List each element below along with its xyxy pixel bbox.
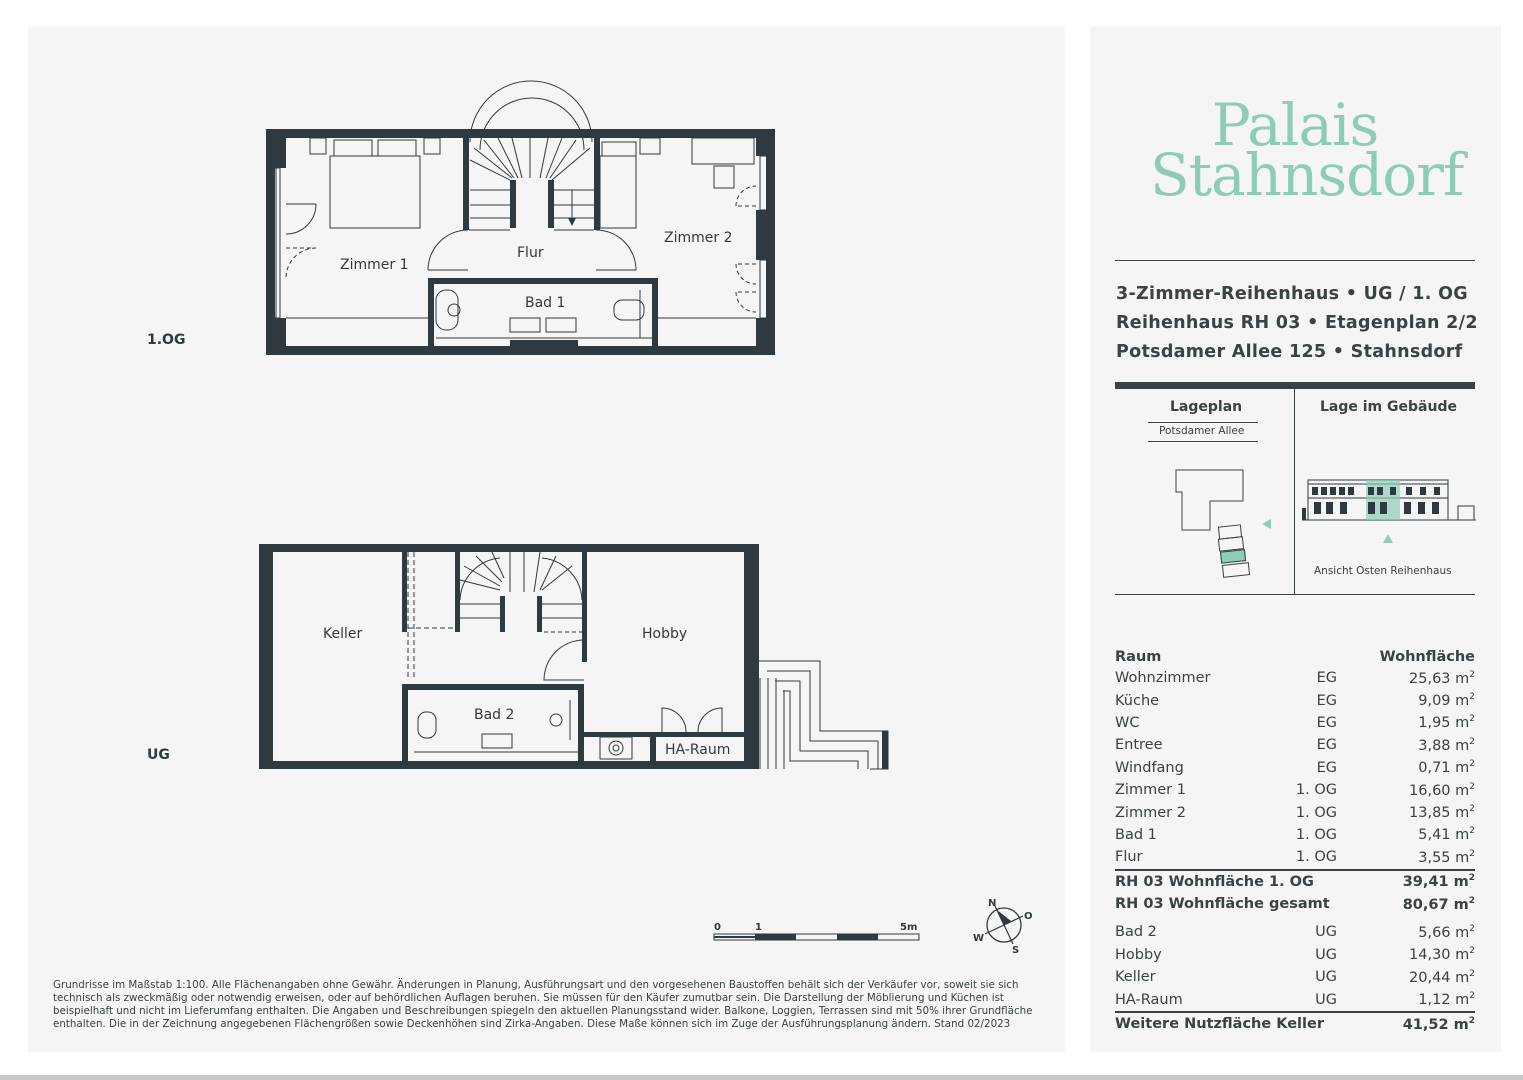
cell-room: Entree xyxy=(1115,737,1163,754)
cell-floor: UG xyxy=(1315,946,1337,963)
cell-room: Flur xyxy=(1115,849,1143,866)
sum-label: Weitere Nutzfläche Keller xyxy=(1115,1012,1365,1035)
table-row: Keller UG 20,44 $m^2$ xyxy=(1115,966,1475,988)
table-row: Bad 2 UG 5,66 $m^2$ xyxy=(1115,915,1475,943)
table-head-room: Raum xyxy=(1115,649,1162,665)
header-line2: Reihenhaus RH 03 • Etagenplan 2/2 xyxy=(1116,313,1478,333)
cell-room: Windfang xyxy=(1115,759,1184,776)
elevation-pointer-icon xyxy=(1383,534,1393,543)
sum-row-nutzflaeche: Weitere Nutzfläche Keller 41,52 $m^2$ xyxy=(1115,1012,1475,1035)
compass-s: S xyxy=(1012,945,1020,956)
logo-line1: Palais xyxy=(1211,91,1379,159)
table-row: WC EG 1,95 $m^2$ xyxy=(1115,712,1475,734)
cell-floor: EG xyxy=(1316,714,1337,731)
lageplan-street: Potsdamer Allee xyxy=(1159,425,1245,437)
header-line1: 3-Zimmer-Reihenhaus • UG / 1. OG xyxy=(1116,284,1468,304)
table-row: Windfang EG 0,71 $m^2$ xyxy=(1115,757,1475,779)
room-label-bad2: Bad 2 xyxy=(474,707,515,723)
compass-o: O xyxy=(1024,911,1033,922)
cell-room: Hobby xyxy=(1115,946,1162,963)
cell-area: 1,95 m xyxy=(1418,715,1470,732)
cell-room: Keller xyxy=(1115,969,1156,986)
table-row: Hobby UG 14,30 $m^2$ xyxy=(1115,944,1475,966)
sum-area: 39,41 m xyxy=(1402,874,1469,891)
room-label-keller: Keller xyxy=(323,626,363,642)
table-head-area: Wohnfläche xyxy=(1379,649,1475,665)
room-label-flur: Flur xyxy=(517,245,544,261)
cell-area: 20,44 m xyxy=(1409,969,1470,986)
elevation-caption: Ansicht Osten Reihenhaus xyxy=(1314,565,1452,577)
table-row: Wohnzimmer EG 25,63 $m^2$ xyxy=(1115,667,1475,689)
cell-room: Bad 2 xyxy=(1115,924,1157,941)
cell-area: 13,85 m xyxy=(1409,805,1470,822)
cell-floor: UG xyxy=(1315,991,1337,1008)
cell-room: WC xyxy=(1115,714,1140,731)
sum-label: RH 03 Wohnfläche gesamt xyxy=(1115,896,1330,913)
header-line3: Potsdamer Allee 125 • Stahnsdorf xyxy=(1116,342,1463,362)
cell-room: Wohnzimmer xyxy=(1115,670,1211,687)
sum-area: 80,67 m xyxy=(1402,896,1469,913)
cell-floor: UG xyxy=(1315,969,1337,986)
cell-area: 1,12 m xyxy=(1418,992,1470,1009)
cell-area: 3,55 m xyxy=(1418,849,1470,866)
cell-room: Küche xyxy=(1115,692,1160,709)
table-row: Küche EG 9,09 $m^2$ xyxy=(1115,689,1475,711)
cell-area: 5,41 m xyxy=(1418,827,1470,844)
disclaimer-text: Grundrisse im Maßstab 1:100. Alle Flächenangaben ohne Gewähr. Änderungen in Planung, Ausführungsart und den vorgesehenen Baustoffen behält sich der Verkäufer vor, soweit sie sich technisch als zweckmäßig oder notwendig erweisen, oder auf behördlichen Auflagen beruhen. Sie müssen für den Käufer zumutbar sein. Die Darstellung der Möblierung und Küchen ist beispielhaft und nicht im Lieferumfang enthalten. Die Angaben und Beschreibungen spiegeln den aktuellen Planungsstand wider. Balkone, Loggien, Terrassen sind mit 50% ihrer Grundfläche enthalten. Die in der Zeichnung angegebenen Flächengrößen sowie Deckenhöhen sind Zirka-Angaben. Diese Maße können sich im Zuge der Ausführungsplanung ändern. Stand 02/2023 xyxy=(53,979,1033,1030)
cell-area: 5,66 m xyxy=(1418,924,1470,941)
table-row: Bad 1 1. OG 5,41 $m^2$ xyxy=(1115,824,1475,846)
table-row: Zimmer 1 1. OG 16,60 $m^2$ xyxy=(1115,779,1475,801)
scale-label-1: 1 xyxy=(755,922,762,933)
room-label-hobby: Hobby xyxy=(642,626,688,642)
compass-n: N xyxy=(988,898,997,909)
sum-row-gesamt: RH 03 Wohnfläche gesamt 80,67 $m^2$ xyxy=(1115,893,1475,915)
cell-area: 3,88 m xyxy=(1418,737,1470,754)
cell-floor: EG xyxy=(1316,737,1337,754)
room-label-zimmer1: Zimmer 1 xyxy=(340,257,409,273)
table-row: Flur 1. OG 3,55 $m^2$ xyxy=(1115,846,1475,869)
scale-label-5: 5m xyxy=(900,922,918,933)
cell-area: 25,63 m xyxy=(1409,670,1470,687)
cell-floor: 1. OG xyxy=(1295,804,1337,821)
sum-row-1og: RH 03 Wohnfläche 1. OG 39,41 $m^2$ xyxy=(1115,870,1475,893)
compass-w: W xyxy=(973,933,985,944)
logo-line2: Stahnsdorf xyxy=(1150,141,1464,209)
cell-area: 9,09 m xyxy=(1418,693,1470,710)
cell-area: 14,30 m xyxy=(1409,947,1470,964)
cell-room: Zimmer 1 xyxy=(1115,782,1186,799)
cell-room: HA-Raum xyxy=(1115,991,1183,1008)
room-area-table xyxy=(1115,647,1475,1035)
cell-floor: UG xyxy=(1315,924,1337,941)
table-row: Entree EG 3,88 $m^2$ xyxy=(1115,734,1475,756)
floor-label-og: 1.OG xyxy=(147,332,186,348)
cell-area: 16,60 m xyxy=(1409,782,1470,799)
cell-floor: 1. OG xyxy=(1295,782,1337,799)
cell-floor: EG xyxy=(1316,692,1337,709)
cell-floor: 1. OG xyxy=(1295,826,1337,843)
room-label-zimmer2: Zimmer 2 xyxy=(664,230,733,246)
floor-label-ug: UG xyxy=(147,747,170,763)
cell-area: 0,71 m xyxy=(1418,760,1470,777)
divider-lageplan-bottom xyxy=(1115,594,1475,595)
table-header xyxy=(1115,647,1475,667)
lageplan-title: Lageplan xyxy=(1170,399,1243,415)
room-label-ha-raum: HA-Raum xyxy=(665,742,731,758)
table-row: Zimmer 2 1. OG 13,85 $m^2$ xyxy=(1115,801,1475,823)
sum-label: RH 03 Wohnfläche 1. OG xyxy=(1115,870,1365,893)
cell-floor: EG xyxy=(1316,759,1337,776)
cell-floor: EG xyxy=(1316,670,1337,687)
lage-gebaeude-title: Lage im Gebäude xyxy=(1320,399,1457,415)
cell-floor: 1. OG xyxy=(1295,849,1337,866)
cell-room: Zimmer 2 xyxy=(1115,804,1186,821)
cell-room: Bad 1 xyxy=(1115,826,1157,843)
sum-area: 41,52 m xyxy=(1402,1016,1469,1033)
scale-label-0: 0 xyxy=(714,922,721,933)
room-label-bad1: Bad 1 xyxy=(525,295,566,311)
table-row: HA-Raum UG 1,12 $m^2$ xyxy=(1115,988,1475,1011)
